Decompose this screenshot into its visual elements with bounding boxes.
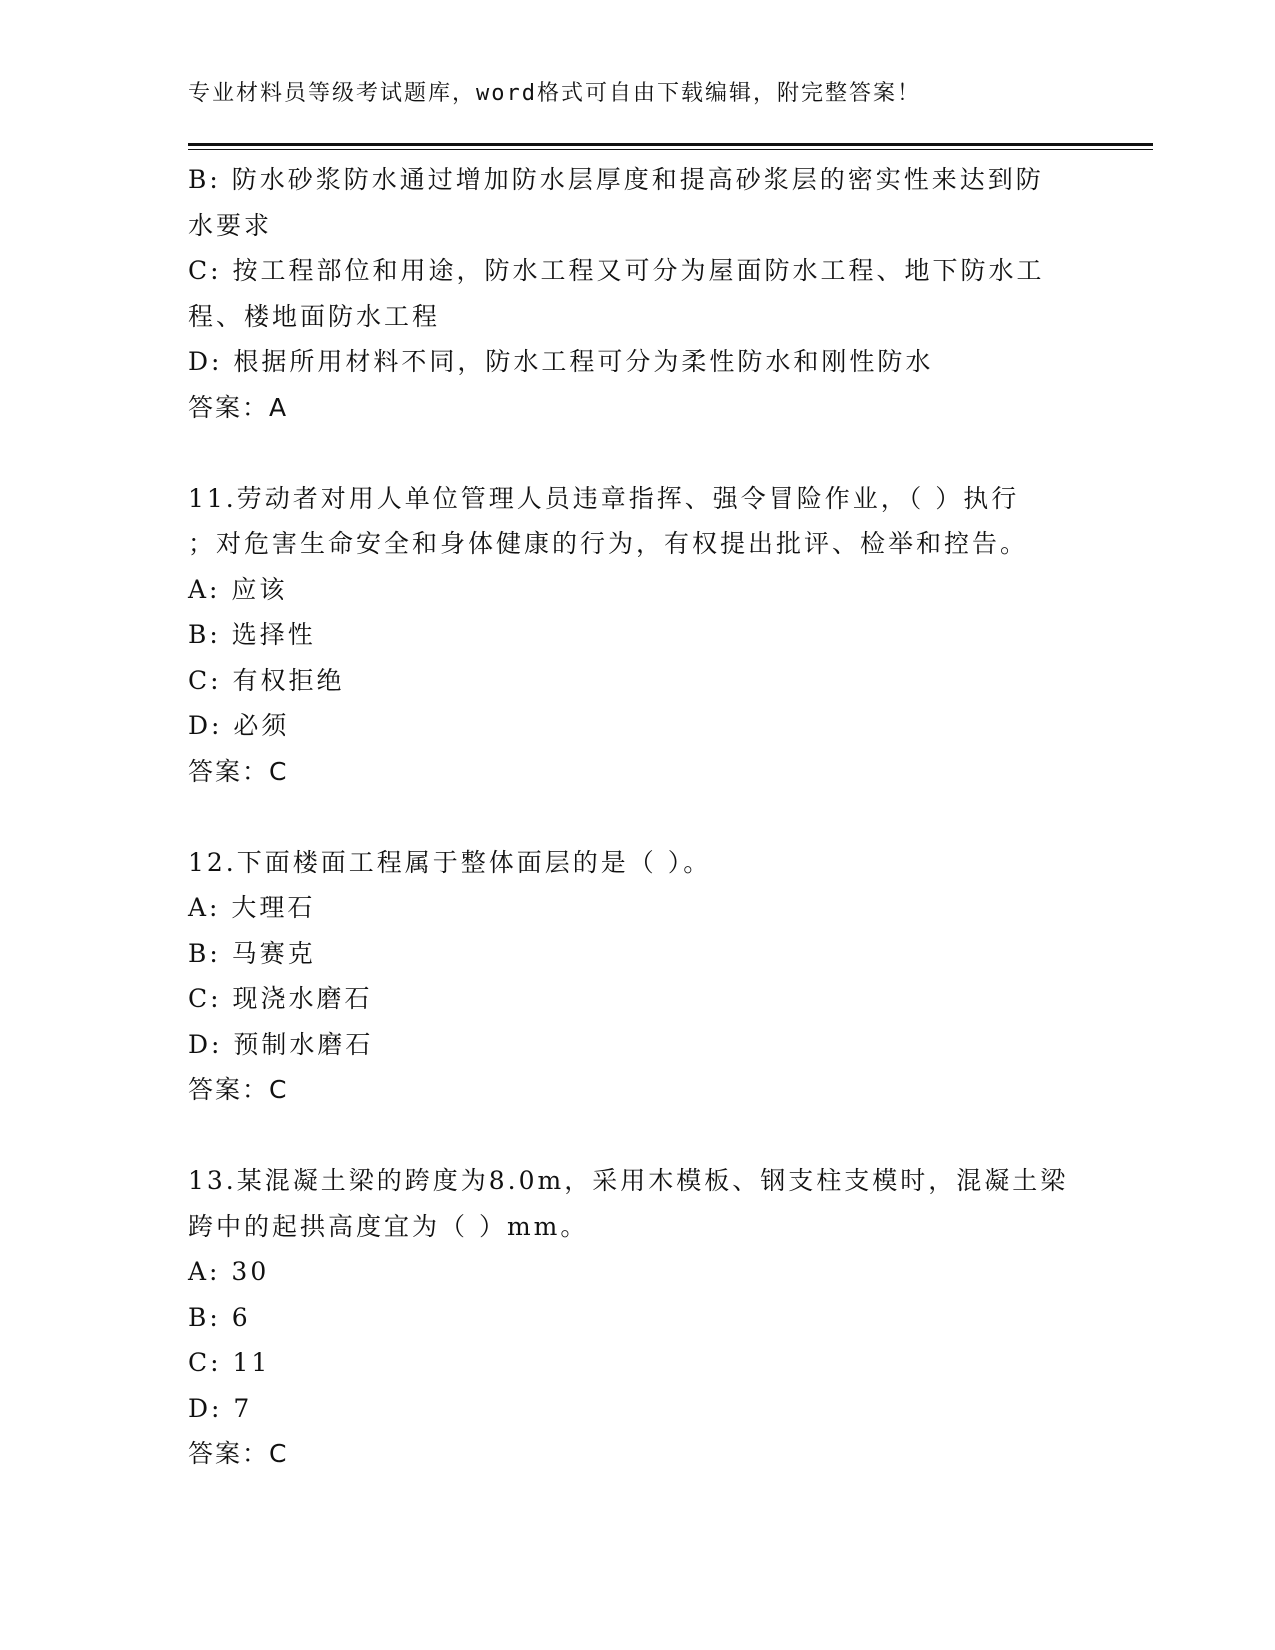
header-rule-thin: [188, 149, 1153, 150]
option-c: C: 11: [188, 1348, 271, 1377]
option-d: D: 预制水磨石: [188, 1029, 374, 1059]
option-d: D: 必须: [188, 711, 290, 740]
option-a: A: 30: [188, 1257, 270, 1286]
question-stem-line-2: 跨中的起拱高度宜为（ ）mm。: [188, 1211, 589, 1241]
question-12: [188, 840, 1088, 1113]
option-c-line-1: C: 按工程部位和用途，防水工程又可分为屋面防水工程、地下防水工: [188, 256, 1045, 285]
option-a: A: 大理石: [188, 893, 316, 922]
spacer: [188, 794, 1088, 840]
option-b: B: 马赛克: [188, 938, 316, 968]
question-stem-line-1: 13.某混凝土梁的跨度为8.0m，采用木模板、钢支柱支模时，混凝土梁: [188, 1166, 1069, 1195]
answer: 答案：C: [188, 1439, 289, 1468]
question-stem-line-2: ；对危害生命安全和身体健康的行为，有权提出批评、检举和控告。: [188, 529, 1029, 558]
option-b-line-1: B: 防水砂浆防水通过增加防水层厚度和提高砂浆层的密实性来达到防: [188, 165, 1044, 194]
answer: 答案：C: [188, 756, 289, 786]
option-b: B: 选择性: [188, 620, 316, 649]
option-d: D: 7: [188, 1393, 253, 1423]
spacer: [188, 1113, 1088, 1159]
question-13: [188, 1158, 1088, 1477]
question-stem-line-1: 11.劳动者对用人单位管理人员违章指挥、强令冒险作业，（ ）执行: [188, 483, 1020, 513]
option-c: C: 现浇水磨石: [188, 984, 373, 1013]
page-header: 专业材料员等级考试题库，word格式可自由下载编辑，附完整答案！: [188, 81, 921, 106]
option-a: A: 应该: [188, 574, 288, 604]
option-c: C: 有权拒绝: [188, 665, 345, 695]
option-b: B: 6: [188, 1302, 251, 1332]
question-11: [188, 476, 1088, 795]
option-c-line-2: 程、楼地面防水工程: [188, 301, 441, 331]
question-10-tail: [188, 157, 1088, 430]
option-b-line-2: 水要求: [188, 210, 273, 240]
answer: 答案：C: [188, 1075, 289, 1104]
question-content: [188, 157, 1088, 1477]
question-stem: 12.下面楼面工程属于整体面层的是（ ）。: [188, 847, 712, 877]
spacer: [188, 430, 1088, 476]
answer: 答案：A: [188, 392, 289, 422]
header-rule-thick: [188, 143, 1153, 146]
option-d: D: 根据所用材料不同，防水工程可分为柔性防水和刚性防水: [188, 347, 934, 376]
